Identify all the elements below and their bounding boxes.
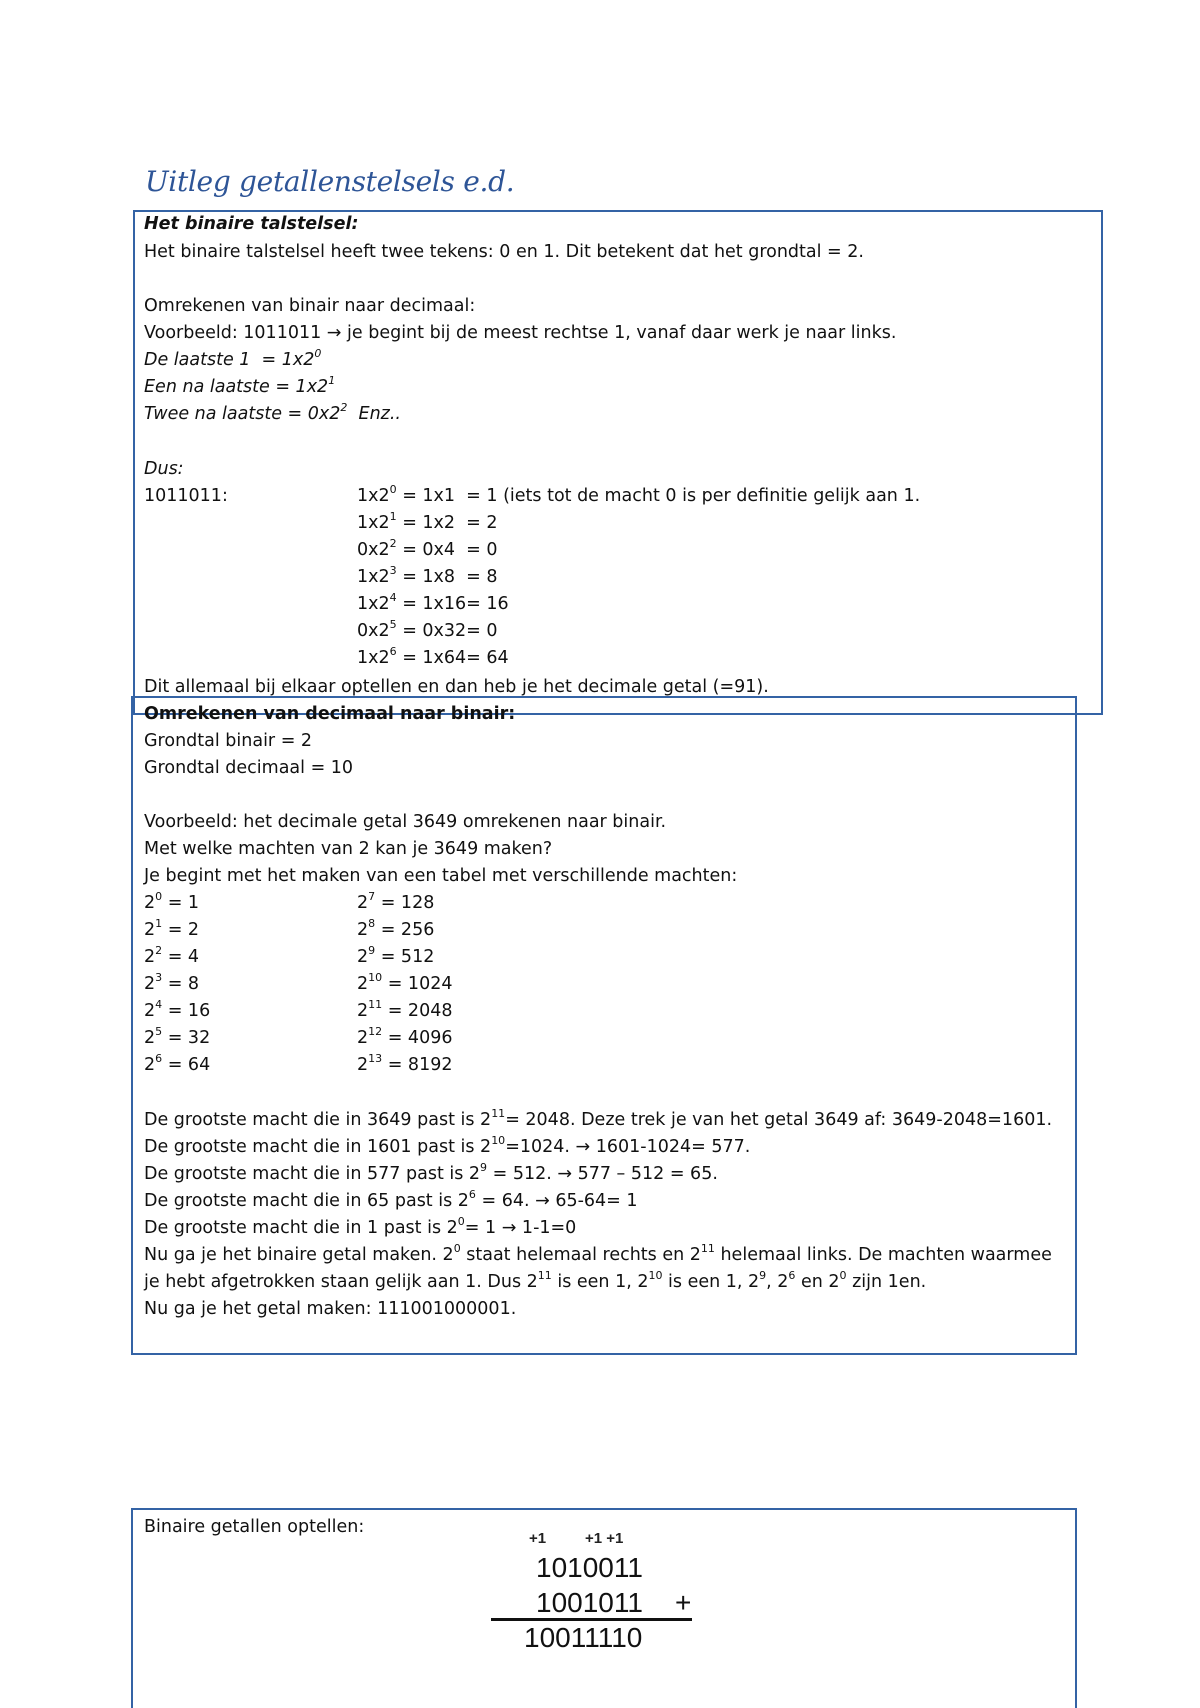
binary-system-box [133, 210, 1103, 715]
power-row [357, 1054, 452, 1076]
expr-base: 2 [357, 974, 369, 994]
power-row [357, 1000, 452, 1022]
expr-rest: = 64. → 65-64= 1 [475, 1191, 638, 1211]
power-row [144, 1027, 210, 1049]
section1-heading: Het binaire talstelsel: [144, 214, 359, 234]
expr-base: 0x2 [357, 621, 390, 641]
section1-intro: Het binaire talstelsel heeft twee tekens: 0 en 1. Dit betekent dat het grondtal = 2. [144, 242, 864, 262]
text-segment: en 2 [795, 1272, 840, 1292]
exponent: 0 [155, 890, 163, 904]
text-segment: helemaal links. De machten waarmee [714, 1245, 1052, 1265]
section2-question: Met welke machten van 2 kan je 3649 maken? [144, 839, 553, 859]
carry-label-1: +1 [529, 1530, 547, 1547]
rule-line [144, 349, 321, 371]
expr-rest: = 2048 [382, 1001, 453, 1021]
expr-base: De grootste macht die in 1601 past is 2 [144, 1137, 492, 1157]
expr-rest: = 1x2 = 2 [396, 513, 498, 533]
exponent: 3 [155, 971, 163, 985]
expr-rest: = 0x32= 0 [396, 621, 498, 641]
addend-2: 1001011 [536, 1587, 643, 1618]
section1-example: Voorbeeld: 1011011 → je begint bij de meest rechtse 1, vanaf daar werk je naar links. [144, 323, 897, 343]
sum-result: 10011110 [524, 1622, 643, 1653]
page-title: Uitleg getallenstelsels e.d. [145, 165, 515, 198]
exponent: 0 [457, 1215, 465, 1229]
expr-base: 2 [357, 1055, 369, 1075]
subtraction-step [144, 1163, 718, 1185]
exponent: 5 [389, 618, 397, 632]
exponent: 8 [368, 917, 376, 931]
step-line [357, 539, 498, 561]
expr-base: 2 [357, 1028, 369, 1048]
example-number: 1011011: [144, 486, 228, 506]
text-segment: je hebt afgetrokken staan gelijk aan 1. Dus 2 [144, 1272, 538, 1292]
exponent: 6 [468, 1188, 476, 1202]
power-row [357, 919, 434, 941]
exponent: 0 [389, 483, 397, 497]
expr-base: 0x2 [357, 540, 390, 560]
section1-subheading: Omrekenen van binair naar decimaal: [144, 296, 476, 316]
expr-rest: = 64 [162, 1055, 211, 1075]
text-segment: staat helemaal rechts en 2 [460, 1245, 701, 1265]
text-segment: , 2 [766, 1272, 789, 1292]
expr-base: Twee na laatste = 0x2 [144, 404, 341, 424]
expr-base: 2 [144, 1001, 156, 1021]
binary-build-line-1 [144, 1244, 1052, 1266]
expr-rest: = 1x1 = 1 (iets tot de macht 0 is per definitie gelijk aan 1. [396, 486, 921, 506]
expr-base: 1x2 [357, 486, 390, 506]
expr-base: 2 [357, 1001, 369, 1021]
text-segment: Nu ga je het binaire getal maken. 2 [144, 1245, 454, 1265]
section2-heading: Omrekenen van decimaal naar binair: [144, 704, 516, 724]
text-segment: is een 1, 2 [662, 1272, 760, 1292]
expr-base: 2 [144, 974, 156, 994]
exponent: 1 [155, 917, 163, 931]
expr-rest: = 2 [162, 920, 200, 940]
power-row [144, 1000, 210, 1022]
step-line [357, 620, 498, 642]
dus-label: Dus: [144, 459, 184, 479]
exponent: 12 [368, 1025, 383, 1039]
exponent: 10 [648, 1269, 663, 1283]
exponent: 9 [368, 944, 376, 958]
subtraction-step [144, 1217, 576, 1239]
expr-base: 1x2 [357, 594, 390, 614]
expr-base: 2 [144, 1028, 156, 1048]
expr-rest: = 512. → 577 – 512 = 65. [487, 1164, 718, 1184]
text-segment: zijn 1en. [846, 1272, 927, 1292]
expr-base: De grootste macht die in 1 past is 2 [144, 1218, 458, 1238]
text-segment: is een 1, 2 [551, 1272, 649, 1292]
step-line [357, 647, 509, 669]
power-row [357, 1027, 452, 1049]
power-row [144, 946, 199, 968]
expr-rest: = 1x64= 64 [396, 648, 509, 668]
power-row [144, 973, 199, 995]
exponent: 11 [368, 998, 383, 1012]
expr-rest: =1024. → 1601-1024= 577. [505, 1137, 751, 1157]
binary-build-line-2 [144, 1271, 926, 1293]
exponent: 4 [155, 998, 163, 1012]
expr-rest: = 2048. Deze trek je van het getal 3649 af: 3649-2048=1601. [505, 1110, 1053, 1130]
expr-base: 1x2 [357, 513, 390, 533]
carry-label-2: +1 +1 [585, 1530, 624, 1547]
expr-rest: = 32 [162, 1028, 211, 1048]
exponent: 11 [491, 1107, 506, 1121]
rule-line [144, 376, 335, 398]
power-row [144, 919, 199, 941]
exponent: 6 [389, 645, 397, 659]
exponent: 0 [314, 347, 322, 361]
expr-rest: = 4096 [382, 1028, 453, 1048]
subtraction-step [144, 1109, 1052, 1131]
expr-base: De grootste macht die in 3649 past is 2 [144, 1110, 492, 1130]
expr-base: 2 [357, 920, 369, 940]
base-binary: Grondtal binair = 2 [144, 731, 313, 751]
exponent: 7 [368, 890, 376, 904]
expr-rest: Enz.. [347, 404, 401, 424]
exponent: 9 [759, 1269, 767, 1283]
expr-base: De grootste macht die in 577 past is 2 [144, 1164, 481, 1184]
expr-base: 2 [144, 1055, 156, 1075]
exponent: 6 [155, 1052, 163, 1066]
exponent: 0 [839, 1269, 847, 1283]
base-decimal: Grondtal decimaal = 10 [144, 758, 354, 778]
power-row [357, 892, 434, 914]
section3-heading: Binaire getallen optellen: [144, 1517, 365, 1537]
expr-rest: = 1x8 = 8 [396, 567, 498, 587]
power-row [357, 973, 452, 995]
plus-sign: + [675, 1587, 692, 1618]
expr-base: 2 [144, 947, 156, 967]
expr-base: Een na laatste = 1x2 [144, 377, 329, 397]
exponent: 10 [368, 971, 383, 985]
step-line [357, 512, 498, 534]
exponent: 3 [389, 564, 397, 578]
expr-base: 2 [357, 947, 369, 967]
expr-rest: = 256 [375, 920, 435, 940]
step-line [357, 566, 498, 588]
exponent: 9 [480, 1161, 488, 1175]
exponent: 2 [340, 401, 348, 415]
expr-base: 1x2 [357, 567, 390, 587]
exponent: 2 [389, 537, 397, 551]
expr-rest: = 128 [375, 893, 435, 913]
power-row [144, 892, 199, 914]
expr-base: 2 [144, 920, 156, 940]
exponent: 6 [788, 1269, 796, 1283]
expr-rest: = 1x16= 16 [396, 594, 509, 614]
exponent: 0 [453, 1242, 461, 1256]
exponent: 4 [389, 591, 397, 605]
expr-rest: = 1 → 1-1=0 [464, 1218, 577, 1238]
expr-base: De grootste macht die in 65 past is 2 [144, 1191, 469, 1211]
table-intro: Je begint met het maken van een tabel met verschillende machten: [144, 866, 738, 886]
rule-line [144, 403, 401, 425]
expr-base: De laatste 1 = 1x2 [144, 350, 315, 370]
final-result: Nu ga je het getal maken: 111001000001. [144, 1299, 517, 1319]
step-line [357, 593, 509, 615]
step-line [357, 485, 920, 507]
power-row [357, 946, 434, 968]
exponent: 11 [700, 1242, 715, 1256]
exponent: 2 [155, 944, 163, 958]
exponent: 1 [389, 510, 397, 524]
expr-rest: = 1024 [382, 974, 453, 994]
expr-rest: = 4 [162, 947, 200, 967]
exponent: 5 [155, 1025, 163, 1039]
exponent: 13 [368, 1052, 383, 1066]
expr-rest: = 512 [375, 947, 435, 967]
subtraction-step [144, 1190, 638, 1212]
section2-example: Voorbeeld: het decimale getal 3649 omrekenen naar binair. [144, 812, 667, 832]
addend-1: 1010011 [536, 1552, 643, 1583]
expr-rest: = 16 [162, 1001, 211, 1021]
subtraction-step [144, 1136, 750, 1158]
exponent: 1 [328, 374, 336, 388]
expr-rest: = 1 [162, 893, 200, 913]
expr-rest: = 8 [162, 974, 200, 994]
expr-rest: = 8192 [382, 1055, 453, 1075]
sum-line [491, 1618, 692, 1621]
exponent: 11 [537, 1269, 552, 1283]
expr-base: 1x2 [357, 648, 390, 668]
section1-conclusion: Dit allemaal bij elkaar optellen en dan heb je het decimale getal (=91). [144, 677, 769, 697]
exponent: 10 [491, 1134, 506, 1148]
expr-base: 2 [144, 893, 156, 913]
expr-base: 2 [357, 893, 369, 913]
expr-rest: = 0x4 = 0 [396, 540, 498, 560]
power-row [144, 1054, 210, 1076]
